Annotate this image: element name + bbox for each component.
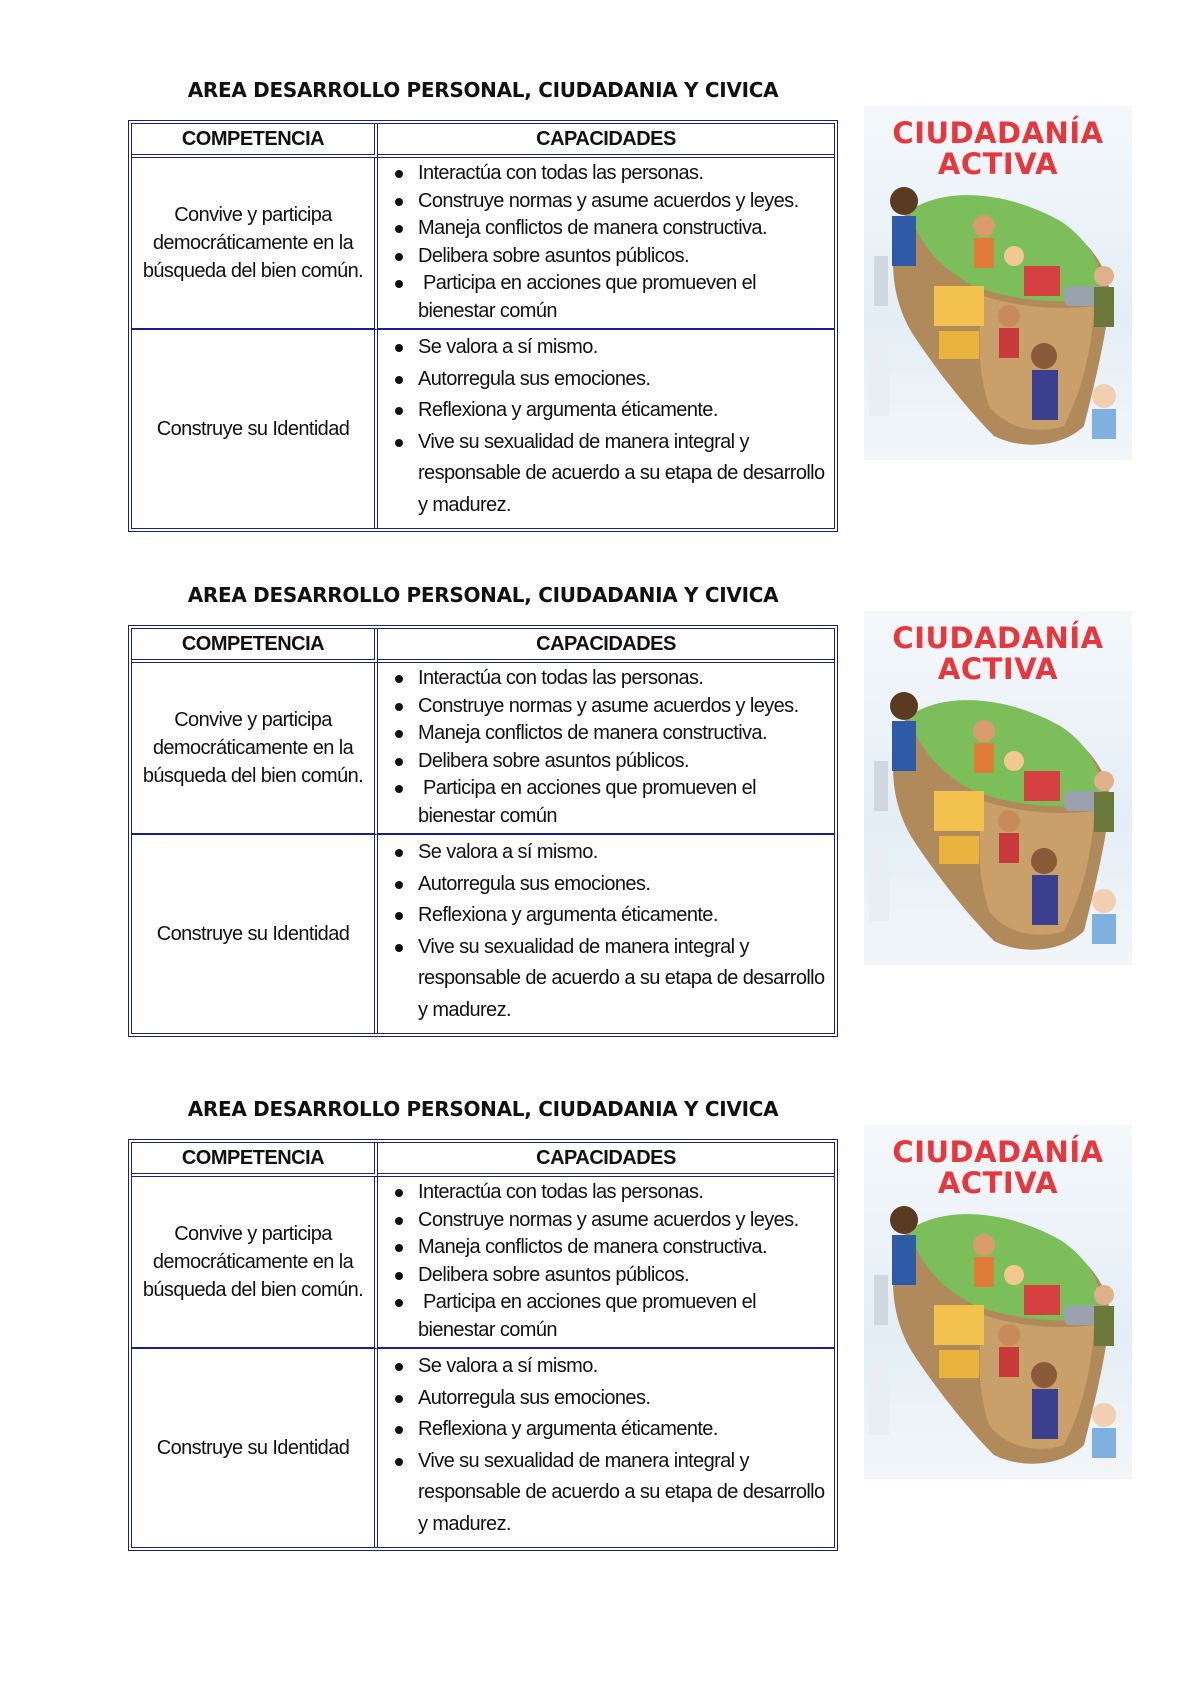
- list-item: Interactúa con todas las personas.: [388, 1179, 828, 1207]
- competencias-table: [128, 120, 838, 532]
- capacidades-cell: [378, 158, 834, 330]
- list-item: Autorregula sus emociones.: [388, 364, 828, 396]
- poster-title-line1: CIUDADANÍA: [892, 1135, 1104, 1169]
- list-item: Participa en acciones que promueven el bienestar común: [388, 270, 828, 325]
- poster-title: [864, 118, 1132, 180]
- header-capacidades: CAPACIDADES: [378, 124, 834, 158]
- table-row: [132, 1177, 834, 1349]
- competencias-table: [128, 625, 838, 1037]
- competencia-cell: Construye su Identidad: [132, 330, 378, 528]
- list-item: Vive su sexualidad de manera integral y responsable de acuerdo a su etapa de desarrollo y madurez.: [388, 1446, 828, 1541]
- header-competencia: COMPETENCIA: [132, 629, 378, 663]
- list-item: Se valora a sí mismo.: [388, 1351, 828, 1383]
- list-item: Delibera sobre asuntos públicos.: [388, 243, 828, 271]
- table-row: [132, 1349, 834, 1547]
- competencia-cell: Construye su Identidad: [132, 1349, 378, 1547]
- capacidades-cell: [378, 1177, 834, 1349]
- table-row: [132, 330, 834, 528]
- header-competencia: COMPETENCIA: [132, 124, 378, 158]
- section-title: AREA DESARROLLO PERSONAL, CIUDADANIA Y CIVICA: [187, 1097, 779, 1121]
- list-item: Delibera sobre asuntos públicos.: [388, 748, 828, 776]
- competencia-cell: Convive y participa democráticamente en la búsqueda del bien común.: [132, 158, 378, 330]
- list-item: Reflexiona y argumenta éticamente.: [388, 395, 828, 427]
- competencia-cell: Construye su Identidad: [132, 835, 378, 1033]
- list-item: Maneja conflictos de manera constructiva.: [388, 215, 828, 243]
- section-title: AREA DESARROLLO PERSONAL, CIUDADANIA Y CIVICA: [187, 78, 779, 102]
- poster-title-line2: ACTIVA: [937, 147, 1059, 181]
- competencia-cell: Convive y participa democráticamente en la búsqueda del bien común.: [132, 1177, 378, 1349]
- list-item: Reflexiona y argumenta éticamente.: [388, 900, 828, 932]
- header-capacidades: CAPACIDADES: [378, 1143, 834, 1177]
- list-item: Autorregula sus emociones.: [388, 869, 828, 901]
- poster-title: [864, 623, 1132, 685]
- list-item: Maneja conflictos de manera constructiva.: [388, 720, 828, 748]
- list-item: Autorregula sus emociones.: [388, 1383, 828, 1415]
- ciudadania-poster: [864, 611, 1132, 965]
- list-item: Construye normas y asume acuerdos y leyes.: [388, 693, 828, 721]
- list-item: Delibera sobre asuntos públicos.: [388, 1262, 828, 1290]
- ciudadania-poster: [864, 1125, 1132, 1479]
- capacidades-cell: [378, 330, 834, 528]
- list-item: Vive su sexualidad de manera integral y responsable de acuerdo a su etapa de desarrollo y madurez.: [388, 932, 828, 1027]
- list-item: Construye normas y asume acuerdos y leyes.: [388, 1207, 828, 1235]
- list-item: Vive su sexualidad de manera integral y responsable de acuerdo a su etapa de desarrollo y madurez.: [388, 427, 828, 522]
- poster-title-line1: CIUDADANÍA: [892, 116, 1104, 150]
- competencias-table: [128, 1139, 838, 1551]
- poster-title: [864, 1137, 1132, 1199]
- ciudadania-poster: [864, 106, 1132, 460]
- capacidades-cell: [378, 835, 834, 1033]
- list-item: Se valora a sí mismo.: [388, 332, 828, 364]
- poster-title-line2: ACTIVA: [937, 1166, 1059, 1200]
- list-item: Interactúa con todas las personas.: [388, 160, 828, 188]
- table-row: [132, 835, 834, 1033]
- capacidades-cell: [378, 663, 834, 835]
- list-item: Interactúa con todas las personas.: [388, 665, 828, 693]
- header-capacidades: CAPACIDADES: [378, 629, 834, 663]
- list-item: Participa en acciones que promueven el bienestar común: [388, 1289, 828, 1344]
- poster-title-line1: CIUDADANÍA: [892, 621, 1104, 655]
- section-title: AREA DESARROLLO PERSONAL, CIUDADANIA Y CIVICA: [187, 583, 779, 607]
- list-item: Maneja conflictos de manera constructiva.: [388, 1234, 828, 1262]
- poster-title-line2: ACTIVA: [937, 652, 1059, 686]
- list-item: Participa en acciones que promueven el bienestar común: [388, 775, 828, 830]
- list-item: Reflexiona y argumenta éticamente.: [388, 1414, 828, 1446]
- table-row: [132, 158, 834, 330]
- header-competencia: COMPETENCIA: [132, 1143, 378, 1177]
- list-item: Se valora a sí mismo.: [388, 837, 828, 869]
- list-item: Construye normas y asume acuerdos y leyes.: [388, 188, 828, 216]
- table-row: [132, 663, 834, 835]
- capacidades-cell: [378, 1349, 834, 1547]
- competencia-cell: Convive y participa democráticamente en la búsqueda del bien común.: [132, 663, 378, 835]
